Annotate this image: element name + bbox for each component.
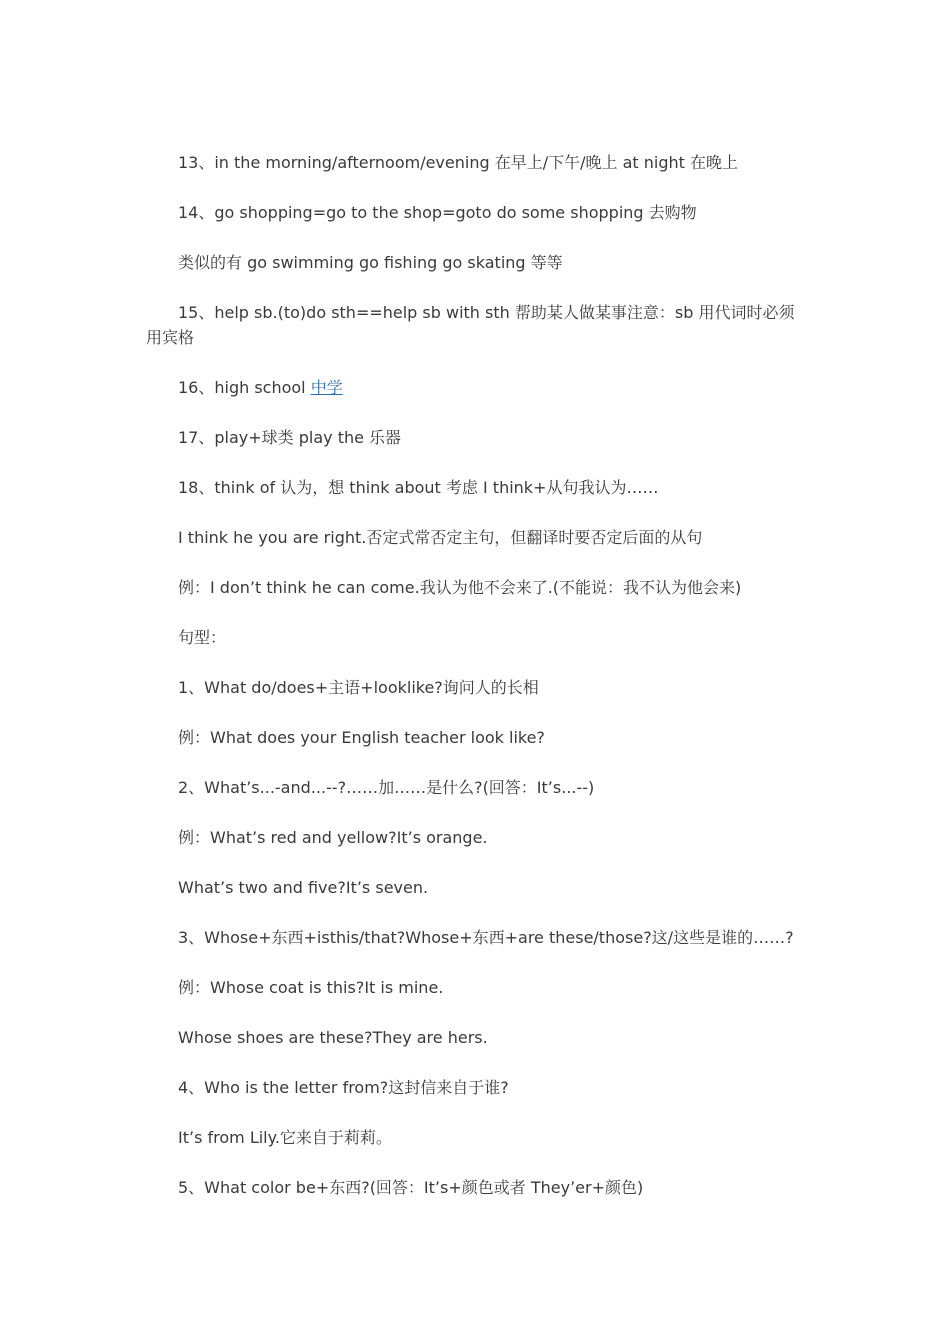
- paragraph-18: [146, 475, 806, 500]
- paragraph-text: 例：I don’t think he can come.我认为他不会来了.(不能说：我不认为他会来): [178, 578, 742, 597]
- paragraph-text: 例：What’s red and yellow?It’s orange.: [178, 828, 488, 847]
- paragraph-example-3b: [146, 1025, 806, 1050]
- paragraph-pattern-3: [146, 925, 806, 950]
- paragraph-text: What’s two and five?It’s seven.: [178, 878, 429, 897]
- paragraph-example-1: [146, 725, 806, 750]
- paragraph-text: 18、think of 认为，想 think about 考虑 I think+从句我认为……: [178, 478, 659, 497]
- paragraph-text: 例：Whose coat is this?It is mine.: [178, 978, 444, 997]
- paragraph-text: It’s from Lily.它来自于莉莉。: [178, 1128, 392, 1147]
- paragraph-text: 4、Who is the letter from?这封信来自于谁?: [178, 1078, 509, 1097]
- document-body: [146, 150, 806, 1225]
- paragraph-pattern-4: [146, 1075, 806, 1100]
- paragraph-text: 例：What does your English teacher look like?: [178, 728, 545, 747]
- paragraph-text: 类似的有 go swimming go fishing go skating 等等: [178, 253, 563, 272]
- middle-school-link[interactable]: 中学: [310, 378, 343, 397]
- paragraph-example-4: [146, 1125, 806, 1150]
- paragraph-14: [146, 200, 806, 225]
- paragraph-text: I think he you are right.否定式常否定主句，但翻译时要否定后面的从句: [178, 528, 703, 547]
- paragraph-text: 2、What’s...-and...--?……加……是什么?(回答：It’s...--): [178, 778, 595, 797]
- paragraph-example-think: [146, 575, 806, 600]
- paragraph-17: [146, 425, 806, 450]
- paragraph-example-2b: [146, 875, 806, 900]
- paragraph-example-2a: [146, 825, 806, 850]
- paragraph-i-think: [146, 525, 806, 550]
- paragraph-text: 15、help sb.(to)do sth==help sb with sth 帮助某人做某事注意：sb 用代词时必须用宾格: [146, 303, 795, 347]
- paragraph-16: [146, 375, 806, 400]
- paragraph-text: 16、high school: [178, 378, 311, 397]
- paragraph-13: [146, 150, 806, 175]
- paragraph-text: Whose shoes are these?They are hers.: [178, 1028, 488, 1047]
- paragraph-pattern-2: [146, 775, 806, 800]
- paragraph-pattern-5: [146, 1175, 806, 1200]
- paragraph-example-3a: [146, 975, 806, 1000]
- paragraph-text: 13、in the morning/afternoom/evening 在早上/下午/晚上 at night 在晚上: [178, 153, 738, 172]
- paragraph-text: 3、Whose+东西+isthis/that?Whose+东西+are these/those?这/这些是谁的……?: [178, 928, 794, 947]
- paragraph-text: 1、What do/does+主语+looklike?询问人的长相: [178, 678, 539, 697]
- paragraph-text: 17、play+球类 play the 乐器: [178, 428, 402, 447]
- paragraph-similar: [146, 250, 806, 275]
- paragraph-sentence-patterns: [146, 625, 806, 650]
- paragraph-pattern-1: [146, 675, 806, 700]
- paragraph-text: 句型：: [178, 628, 227, 647]
- paragraph-text: 14、go shopping=go to the shop=goto do some shopping 去购物: [178, 203, 697, 222]
- paragraph-text: 5、What color be+东西?(回答：It’s+颜色或者 They’er+颜色): [178, 1178, 644, 1197]
- paragraph-15: [146, 300, 806, 350]
